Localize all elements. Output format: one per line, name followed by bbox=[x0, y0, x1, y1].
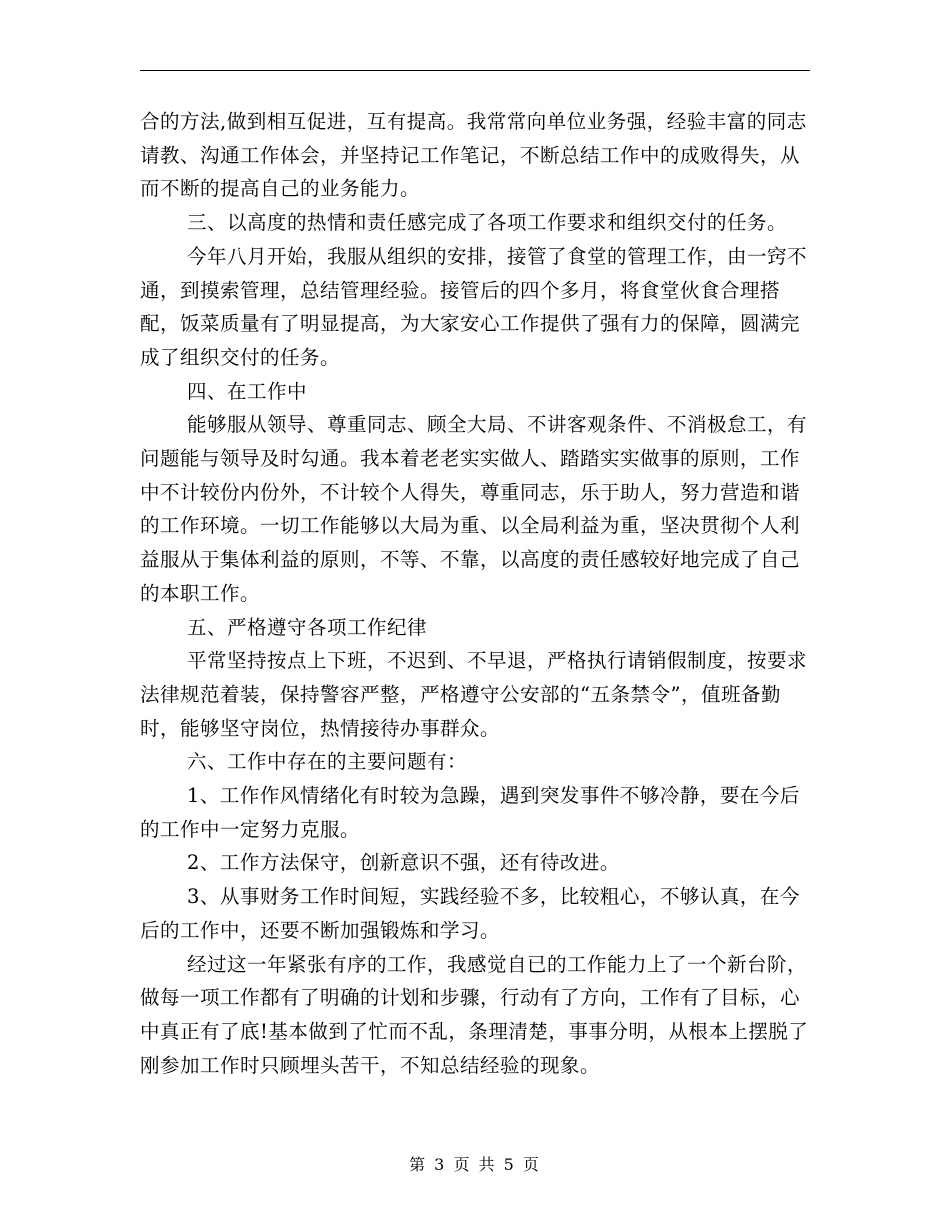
section-heading: 四、在工作中 bbox=[187, 379, 308, 403]
paragraph: 经过这一年紧张有序的工作，我感觉自已的工作能力上了一个新台阶，做每一项工作都有了明确的计划和步骤，行动有了方向，工作有了目标，心中真正有了底!基本做到了忙而不乱，条理清楚，事事分明，从根本上摆脱了刚参加工作时只顾埋头苦干，不知总结经验的现象。 bbox=[140, 952, 809, 1077]
paragraph: 平常坚持按点上下班，不迟到、不早退，严格执行请销假制度，按要求法律规范着装，保持警容严整，严格遵守公安部的“五条禁令”，值班备勤时，能够坚守岗位，热情接待办事群众。 bbox=[140, 649, 808, 740]
paragraph: 能够服从领导、尊重同志、顾全大局、不讲客观条件、不消极怠工，有问题能与领导及时勾通。我本着老老实实做人、踏踏实实做事的原则，工作中不计较份内份外，不计较个人得失，尊重同志，乐于助人，努力营造和谐的工作环境。一切工作能够以大局为重、以全局利益为重，坚决贯彻个人利益服从于集体利益的原则，不等、不靠，以高度的责任感较好地完成了自己的本职工作。 bbox=[140, 413, 808, 605]
section-heading: 三、以高度的热情和责任感完成了各项工作要求和组织交付的任务。 bbox=[187, 211, 788, 235]
section-heading: 五、严格遵守各项工作纪律 bbox=[187, 615, 428, 639]
section-heading: 六、工作中存在的主要问题有： bbox=[187, 750, 468, 774]
header-rule bbox=[140, 70, 810, 71]
page-number-footer: 第 3 页 共 5 页 bbox=[409, 1155, 541, 1174]
list-item: 2、工作方法保守，创新意识不强，还有待改进。 bbox=[187, 851, 620, 875]
paragraph: 今年八月开始，我服从组织的安排，接管了食堂的管理工作，由一窍不通，到摸索管理，总结管理经验。接管后的四个多月，将食堂伙食合理搭配，饭菜质量有了明显提高，为大家安心工作提供了强有力的保障，圆满完成了组织交付的任务。 bbox=[140, 244, 808, 369]
paragraph: 合的方法,做到相互促进，互有提高。我常常向单位业务强，经验丰富的同志请教、沟通工作体会，并坚持记工作笔记，不断总结工作中的成败得失，从而不断的提高自己的业务能力。 bbox=[140, 110, 807, 201]
list-item: 3、从事财务工作时间短，实践经验不多，比较粗心，不够认真，在今后的工作中，还要不断加强锻炼和学习。 bbox=[140, 885, 800, 942]
document-body bbox=[140, 105, 810, 1082]
list-item: 1、工作作风情绪化有时较为急躁，遇到突发事件不够冷静，要在今后的工作中一定努力克服。 bbox=[140, 784, 800, 841]
